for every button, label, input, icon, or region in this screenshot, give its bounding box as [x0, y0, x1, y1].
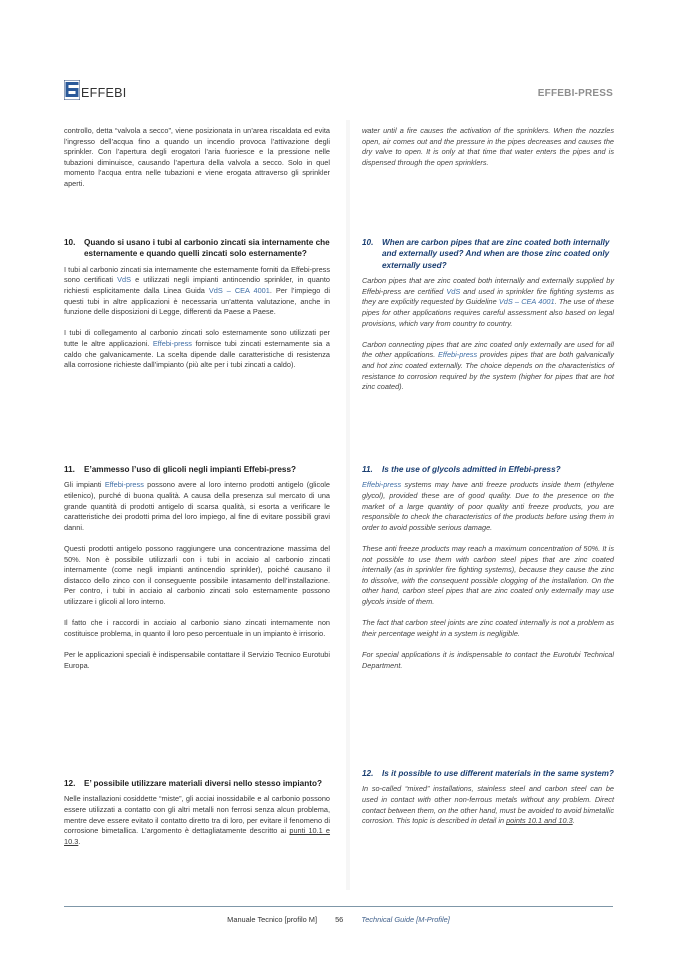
footer-divider — [64, 906, 613, 907]
question-title: Is it possible to use different materials in the same system? — [382, 769, 614, 778]
answer-paragraph — [362, 784, 614, 826]
answer-paragraph — [362, 480, 614, 533]
text: provides pipes that are both galvanically and hot zinc coated externally. The choice depends on the characteristics of resistance to corrosion required by the system (higher for pipes that are hot zinc coated). — [362, 350, 614, 392]
answer-paragraph: The fact that carbon steel joints are zinc coated internally is not a problem as their percentage weight in a system is negligible. — [362, 618, 614, 638]
italian-q12 — [64, 778, 330, 847]
text: systems may have anti freeze products inside them (ethylene glycol), provided these are of good quality. Due to the presence on the market of a large quantity of poor quality anti freeze products, you are responsible to check the characteristics of the products before using them in order to avoid possible serious damage. — [362, 480, 614, 532]
text: I tubi di collegamento al carbonio zincati solo esternamente sono utilizzati per tutte le altre applicazioni. — [64, 328, 330, 348]
answer-paragraph: Per le applicazioni speciali è indispensabile contattare il Servizio Tecnico Eurotubi Europa. — [64, 649, 330, 670]
question-number: 11. — [64, 465, 75, 474]
question-heading — [362, 464, 614, 475]
text: Gli impianti — [64, 480, 105, 490]
brand-title: EFFEBI-PRESS — [537, 88, 613, 99]
answer-paragraph — [64, 328, 330, 370]
effebi-logo — [64, 80, 127, 100]
question-heading — [362, 768, 614, 779]
answer-paragraph — [64, 794, 330, 847]
english-q12 — [362, 768, 614, 827]
answer-paragraph: These anti freeze products may reach a maximum concentration of 50%. It is not possible to use them with carbon steel pipes that are zinc coated internally (as in sprinkler fire fighting systems), because they cause the zinc to dissolve, with the consequent possible clogging of the installation. On the other hand, carbon steel pipes that are zinc coated only externally may use glycols inside of them. — [362, 543, 614, 606]
english-q10 — [362, 237, 614, 393]
vds-link[interactable]: VdS — [117, 275, 131, 285]
text: Carbon pipes that are zinc coated both internally and externally supplied by Effebi-press are certified — [362, 276, 614, 296]
text: e utilizzati negli impianti antincendio sprinkler, in quanto richiesti esplicitamente dalla Linea Guida — [64, 275, 330, 295]
question-title: Is the use of glycols admitted in Effebi-press? — [382, 465, 561, 474]
text: . Per l’impiego di questi tubi in altre applicazioni è necessaria un’attenta valutazione, anche in funzione delle disposizioni di Legge, differenti da Paese a Paese. — [64, 286, 330, 317]
text: . The use of these pipes for other applications requires careful assessment also based on legal provisions, which vary from country to country. — [362, 297, 614, 328]
effebi-press-link[interactable]: Effebi-press — [152, 338, 192, 348]
answer-paragraph: Il fatto che i raccordi in acciaio al carbonio siano zincati internamente non costituisce problema, in quanto il loro peso percentuale in un impianto è irrisorio. — [64, 618, 330, 638]
effebi-press-link[interactable]: Effebi-press — [362, 480, 402, 490]
logo-text: EFFEBI — [81, 86, 127, 100]
vds-link[interactable]: VdS — [446, 286, 461, 296]
footer-english-title: Technical Guide [M-Profile] — [361, 915, 450, 924]
english-column — [362, 126, 614, 168]
answer-paragraph — [64, 265, 330, 318]
vds-cea-link[interactable]: VdS – CEA 4001 — [208, 286, 270, 295]
answer-paragraph — [362, 276, 614, 329]
question-title: When are carbon pipes that are zinc coated both internally and externally used? And when are those zinc coated only externally used? — [382, 238, 610, 270]
text: . — [572, 816, 575, 826]
answer-paragraph: Questi prodotti antigelo possono raggiungere una concentrazione massima del 50%. Non è possibile utilizzarli con i tubi in acciaio al carbonio zincati internamente (come negli impianti antincendio sprinkler), poiché causano il distacco dello zinco con il conseguente possibile intasamento dell’installazione. Per contro, i tubi in acciaio al carbonio zincati solo esternamente possono utilizzare i glicoli al loro interno. — [64, 543, 330, 606]
question-number: 11. — [362, 465, 373, 474]
intro-paragraph: controllo, detta “valvola a secco”, viene posizionata in un’area riscaldata ed evita l’ingresso dell’acqua fino a quando un incendio provoca l’attivazione degli sprinkler. Con l’apertura degli erogatori l’aria fuoriesce e la pressione nelle tubazioni diminuisce, causando l’apertura della valvola a secco. Solo in quel momento l’acqua entra nelle tubazioni e viene erogata attraverso gli sprinkler aperti. — [64, 126, 330, 188]
answer-paragraph: For special applications it is indispensable to contact the Eurotubi Technical Department. — [362, 649, 614, 670]
question-heading — [64, 464, 330, 475]
text: . — [78, 836, 81, 846]
italian-q11 — [64, 464, 330, 671]
text: I tubi al carbonio zincati sia internamente che esternamente forniti da Effebi-press sono certificati — [64, 264, 330, 285]
intro-paragraph: water until a fire causes the activation of the sprinklers. When the nozzles open, air comes out and the pressure in the pipes decreases and causes the dry valve to open. It is only at that time that water enters the pipes and is dispensed through the open sprinklers. — [362, 126, 614, 167]
italian-column — [64, 126, 330, 190]
question-title: Quando si usano i tubi al carbonio zincati sia internamente che esternamente e quando quelli zincati solo esternamente? — [84, 238, 330, 259]
logo-mark-icon — [64, 80, 80, 100]
text: possono avere al loro interno prodotti antigelo (glicole etilenico), purché di buona qualità. A causa della presenza sul mercato di una grande quantità di prodotti antigelo di scarsa qualità, si esorta a verificare le caratteristiche dei prodotti prima del loro impiego, al fine di evitare possibili gravi danni. — [64, 480, 330, 532]
english-q11 — [362, 464, 614, 671]
question-number: 10. — [362, 238, 374, 247]
points-reference-link[interactable]: punti 10.1 e 10.3 — [64, 826, 331, 846]
text: fornisce tubi zincati esternamente sia a caldo che galvanicamente. La scelta dipende dalle caratteristiche di resistenza alla corrosione richieste dall’impianto (più alte per i tubi zincati a caldo). — [64, 338, 330, 370]
page-header — [64, 80, 613, 104]
page-footer — [0, 915, 677, 924]
column-divider — [346, 120, 350, 890]
question-heading — [362, 237, 614, 271]
text: Carbon connecting pipes that are zinc coated only externally are used for all the other applications. — [362, 339, 614, 360]
question-heading — [64, 778, 330, 789]
question-title: E’ possibile utilizzare materiali diversi nello stesso impianto? — [84, 779, 322, 788]
effebi-press-link[interactable]: Effebi-press — [437, 350, 478, 360]
footer-italian-title: Manuale Tecnico [profilo M] — [227, 915, 317, 924]
question-title: E’ammesso l’uso di glicoli negli impianti Effebi-press? — [84, 465, 297, 474]
question-number: 12. — [362, 769, 374, 778]
page-number: 56 — [335, 915, 344, 924]
answer-paragraph — [362, 340, 614, 393]
question-number: 12. — [64, 779, 76, 788]
question-number: 10. — [64, 238, 76, 247]
text: In so-called “mixed” installations, stainless steel and carbon steel can be used in contact with other non-ferrous metals without any problem. Direct contact between them, on the other hand, must be avoided to avoid bimetallic corrosion. This topic is described in detail in — [362, 784, 614, 826]
answer-paragraph — [64, 480, 330, 533]
effebi-press-link[interactable]: Effebi-press — [104, 480, 144, 490]
question-heading — [64, 237, 330, 260]
italian-q10 — [64, 237, 330, 371]
text: Nelle installazioni cosiddette “miste”, gli acciai inossidabile e al carbonio possono essere utilizzati a contatto con gli altri metalli non ferrosi senza alcun problema, mentre deve essere evitato il contatto diretto tra di loro, per evitare il fenomeno di corrosione bimetallica. L’argomento è dettagliatamente descritto ai — [64, 794, 330, 836]
vds-cea-link[interactable]: VdS – CEA 4001 — [498, 297, 555, 307]
text: and used in sprinkler fire fighting systems as they are explicitly requested by Guideline — [362, 286, 614, 307]
points-reference-link[interactable]: points 10.1 and 10.3 — [506, 816, 573, 826]
